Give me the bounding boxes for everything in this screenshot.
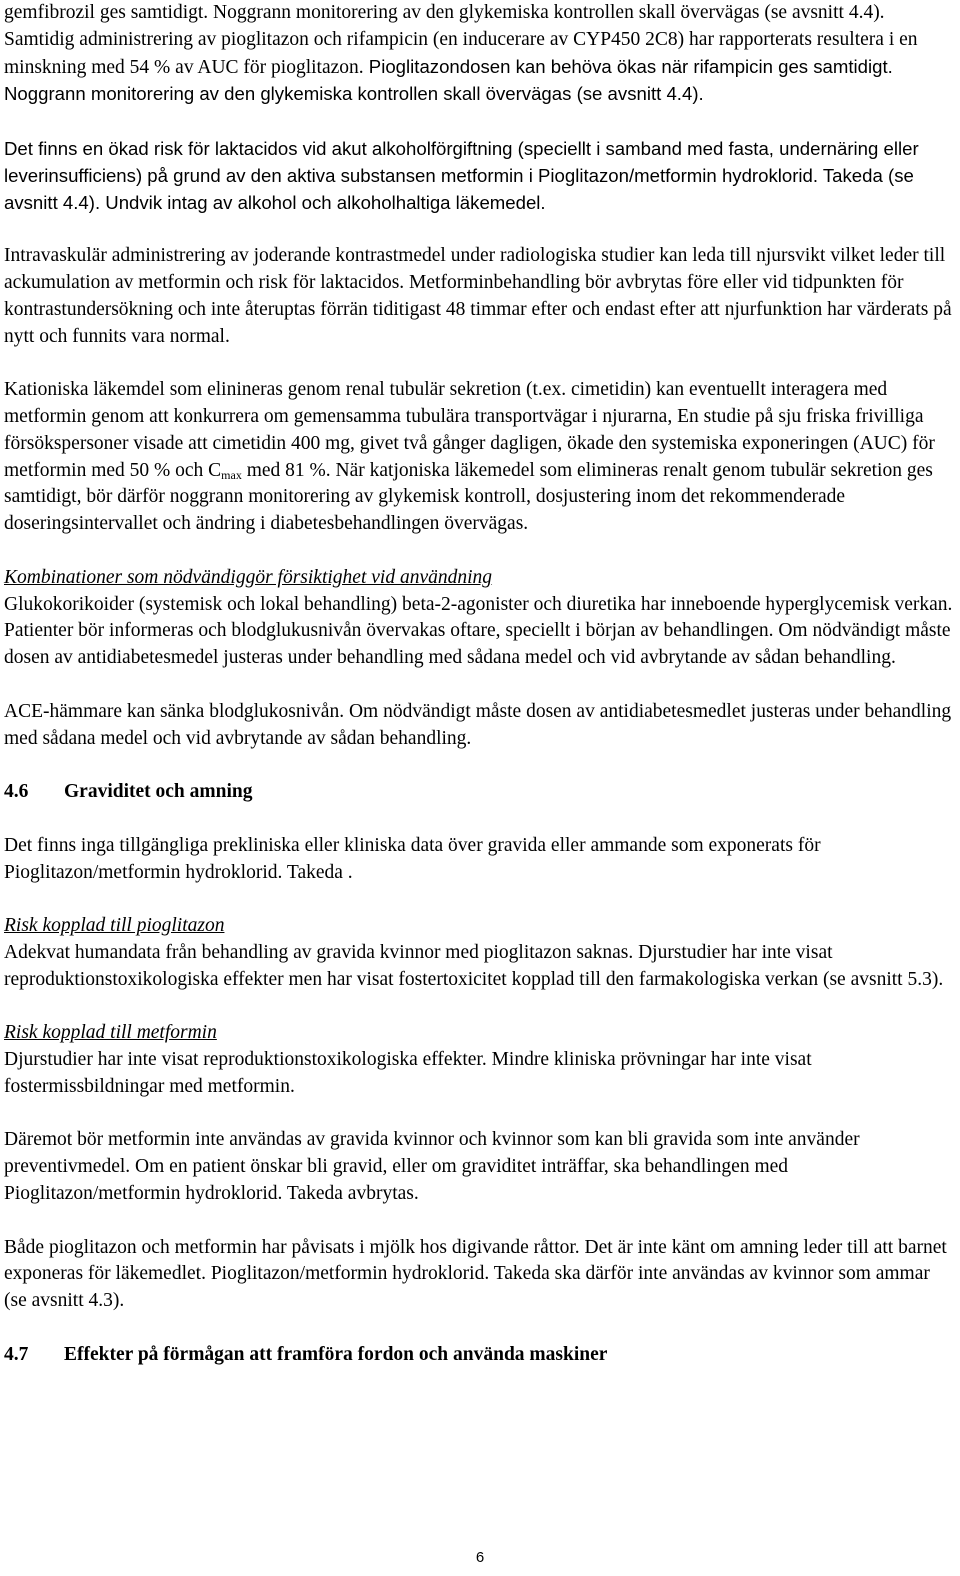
- section-title: Effekter på förmågan att framföra fordon och använda maskiner: [64, 1343, 608, 1365]
- paragraph-contraception: Däremot bör metformin inte användas av gravida kvinnor och kvinnor som kan bli gravida som inte använder preventivmedel. Om en patient önskar bli gravid, eller om graviditet inträffar, ska behandlingen med Pioglitazon/metformin hydroklorid. Takeda avbrytas.: [4, 1129, 860, 1205]
- paragraph-contrast-media: Intravaskulär administrering av joderande kontrastmedel under radiologiska studier kan leda till njursvikt vilket leder till ackumulation av metformin och risk för laktacidos. Metforminbehandling bör avbrytas före eller vid tidpunkten för kontrastundersökning och inte återuptas förrän tiditigast 48 timmar efter och endast efter att njurfunktion har värderats på nytt och funnits vara normal.: [4, 245, 952, 347]
- section-heading-4-7: [4, 1342, 956, 1369]
- paragraph-risk-pioglitazon: Adekvat humandata från behandling av gravida kvinnor med pioglitazon saknas. Djurstudier har inte visat reproduktionstoxikologiska effekter men har visat fostertoxicitet kopplad till den farmakologiska verkan (se avsnitt 5.3).: [4, 941, 944, 990]
- paragraph-risk-metformin: Djurstudier har inte visat reproduktionstoxikologiska effekter. Mindre kliniska prövningar har inte visat fostermissbildningar med metformin.: [4, 1049, 812, 1097]
- subheading-risk-metformin: Risk kopplad till metformin: [4, 1022, 217, 1044]
- subheading-risk-pioglitazon: Risk kopplad till pioglitazon: [4, 915, 225, 937]
- paragraph-text: med 81 %. När katjoniska läkemedel som elimineras renalt genom tubulär sekretion ges samtidigt, bör därför noggrann monitorering av glykemisk kontroll, dosjustering inom det rekommenderade doseringsintervallet och ändring i diabetesbehandlingen övervägas.: [4, 459, 933, 535]
- document-page: [4, 0, 956, 1369]
- paragraph-text: Kationiska läkemdel som elinineras genom renal tubulär sekretion (t.ex. cimetidin) kan eventuellt interagera med metformin genom att konkurrera om gemensamma tubulära transportvägar i njurarna, En studie på sju friska frivilliga försökspersoner visade att cimetidin 400 mg, givet två gånger dagligen, ökade den systemiska exponeringen (AUC) för metformin med 50 % och C: [4, 379, 935, 481]
- paragraph-cationic-drugs: [4, 377, 956, 538]
- paragraph-ace-inhibitors: ACE-hämmare kan sänka blodglukosnivån. Om nödvändigt måste dosen av antidiabetesmedlet justeras under behandling med sådana medel och vid avbrytande av sådan behandling.: [4, 700, 952, 749]
- paragraph-alcohol: Det finns en ökad risk för laktacidos vid akut alkoholförgiftning (speciellt i samband med fasta, undernäring eller leverinsufficiens) på grund av den aktiva substansen metformin i Pioglitazon/metformin hydroklorid. Takeda (se avsnitt 4.4). Undvik intag av alkohol och alkoholhaltiga läkemedel.: [4, 137, 919, 213]
- section-title: Graviditet och amning: [64, 781, 253, 803]
- paragraph-pregnancy-data: Det finns inga tillgängliga prekliniska eller kliniska data över gravida eller ammande som exponerats för Pioglitazon/metformin hydroklorid. Takeda .: [4, 834, 821, 883]
- paragraph-interactions-pioglitazon: [4, 0, 956, 109]
- section-heading-4-6: [4, 779, 956, 806]
- paragraph-text: gemfibrozil ges samtidigt. Noggrann monitorering av den glykemiska kontrollen skall övervägas (se avsnitt 4.4). Samtidig administrering av pioglitazon och rifampicin (en inducerare av CYP450 2C8) har rapporterats resultera i en minskning med 54 % av AUC för pioglitazon.: [4, 2, 918, 78]
- page-number: 6: [475, 1549, 485, 1566]
- subscript-max: max: [221, 467, 242, 482]
- paragraph-glucocorticoids: Glukokorikoider (systemisk och lokal behandling) beta-2-agonister och diuretika har inneboende hyperglycemisk verkan. Patienter bör informeras och blodglukusnivån övervakas oftare, speciellt i början av behandlingen. Om nödvändigt måste dosen av antidiabetesmedel justeras under behandling med sådana medel och vid avbrytande av sådan behandling.: [4, 593, 953, 669]
- paragraph-breastfeeding: Både pioglitazon och metformin har påvisats i mjölk hos digivande råttor. Det är inte känt om amning leder till att barnet exponeras för läkemedlet. Pioglitazon/metformin hydroklorid. Takeda ska därför inte användas av kvinnor som ammar (se avsnitt 4.3).: [4, 1236, 947, 1312]
- paragraph-text: Pioglitazondosen kan behöva ökas när rifampicin ges samtidigt. Noggrann monitorering av den glykemiska kontrollen skall övervägas (se avsnitt 4.4).: [4, 55, 893, 105]
- section-number: 4.7: [4, 1343, 29, 1365]
- subheading-combinations: Kombinationer som nödvändiggör försiktighet vid användning: [4, 566, 493, 588]
- section-number: 4.6: [4, 781, 29, 803]
